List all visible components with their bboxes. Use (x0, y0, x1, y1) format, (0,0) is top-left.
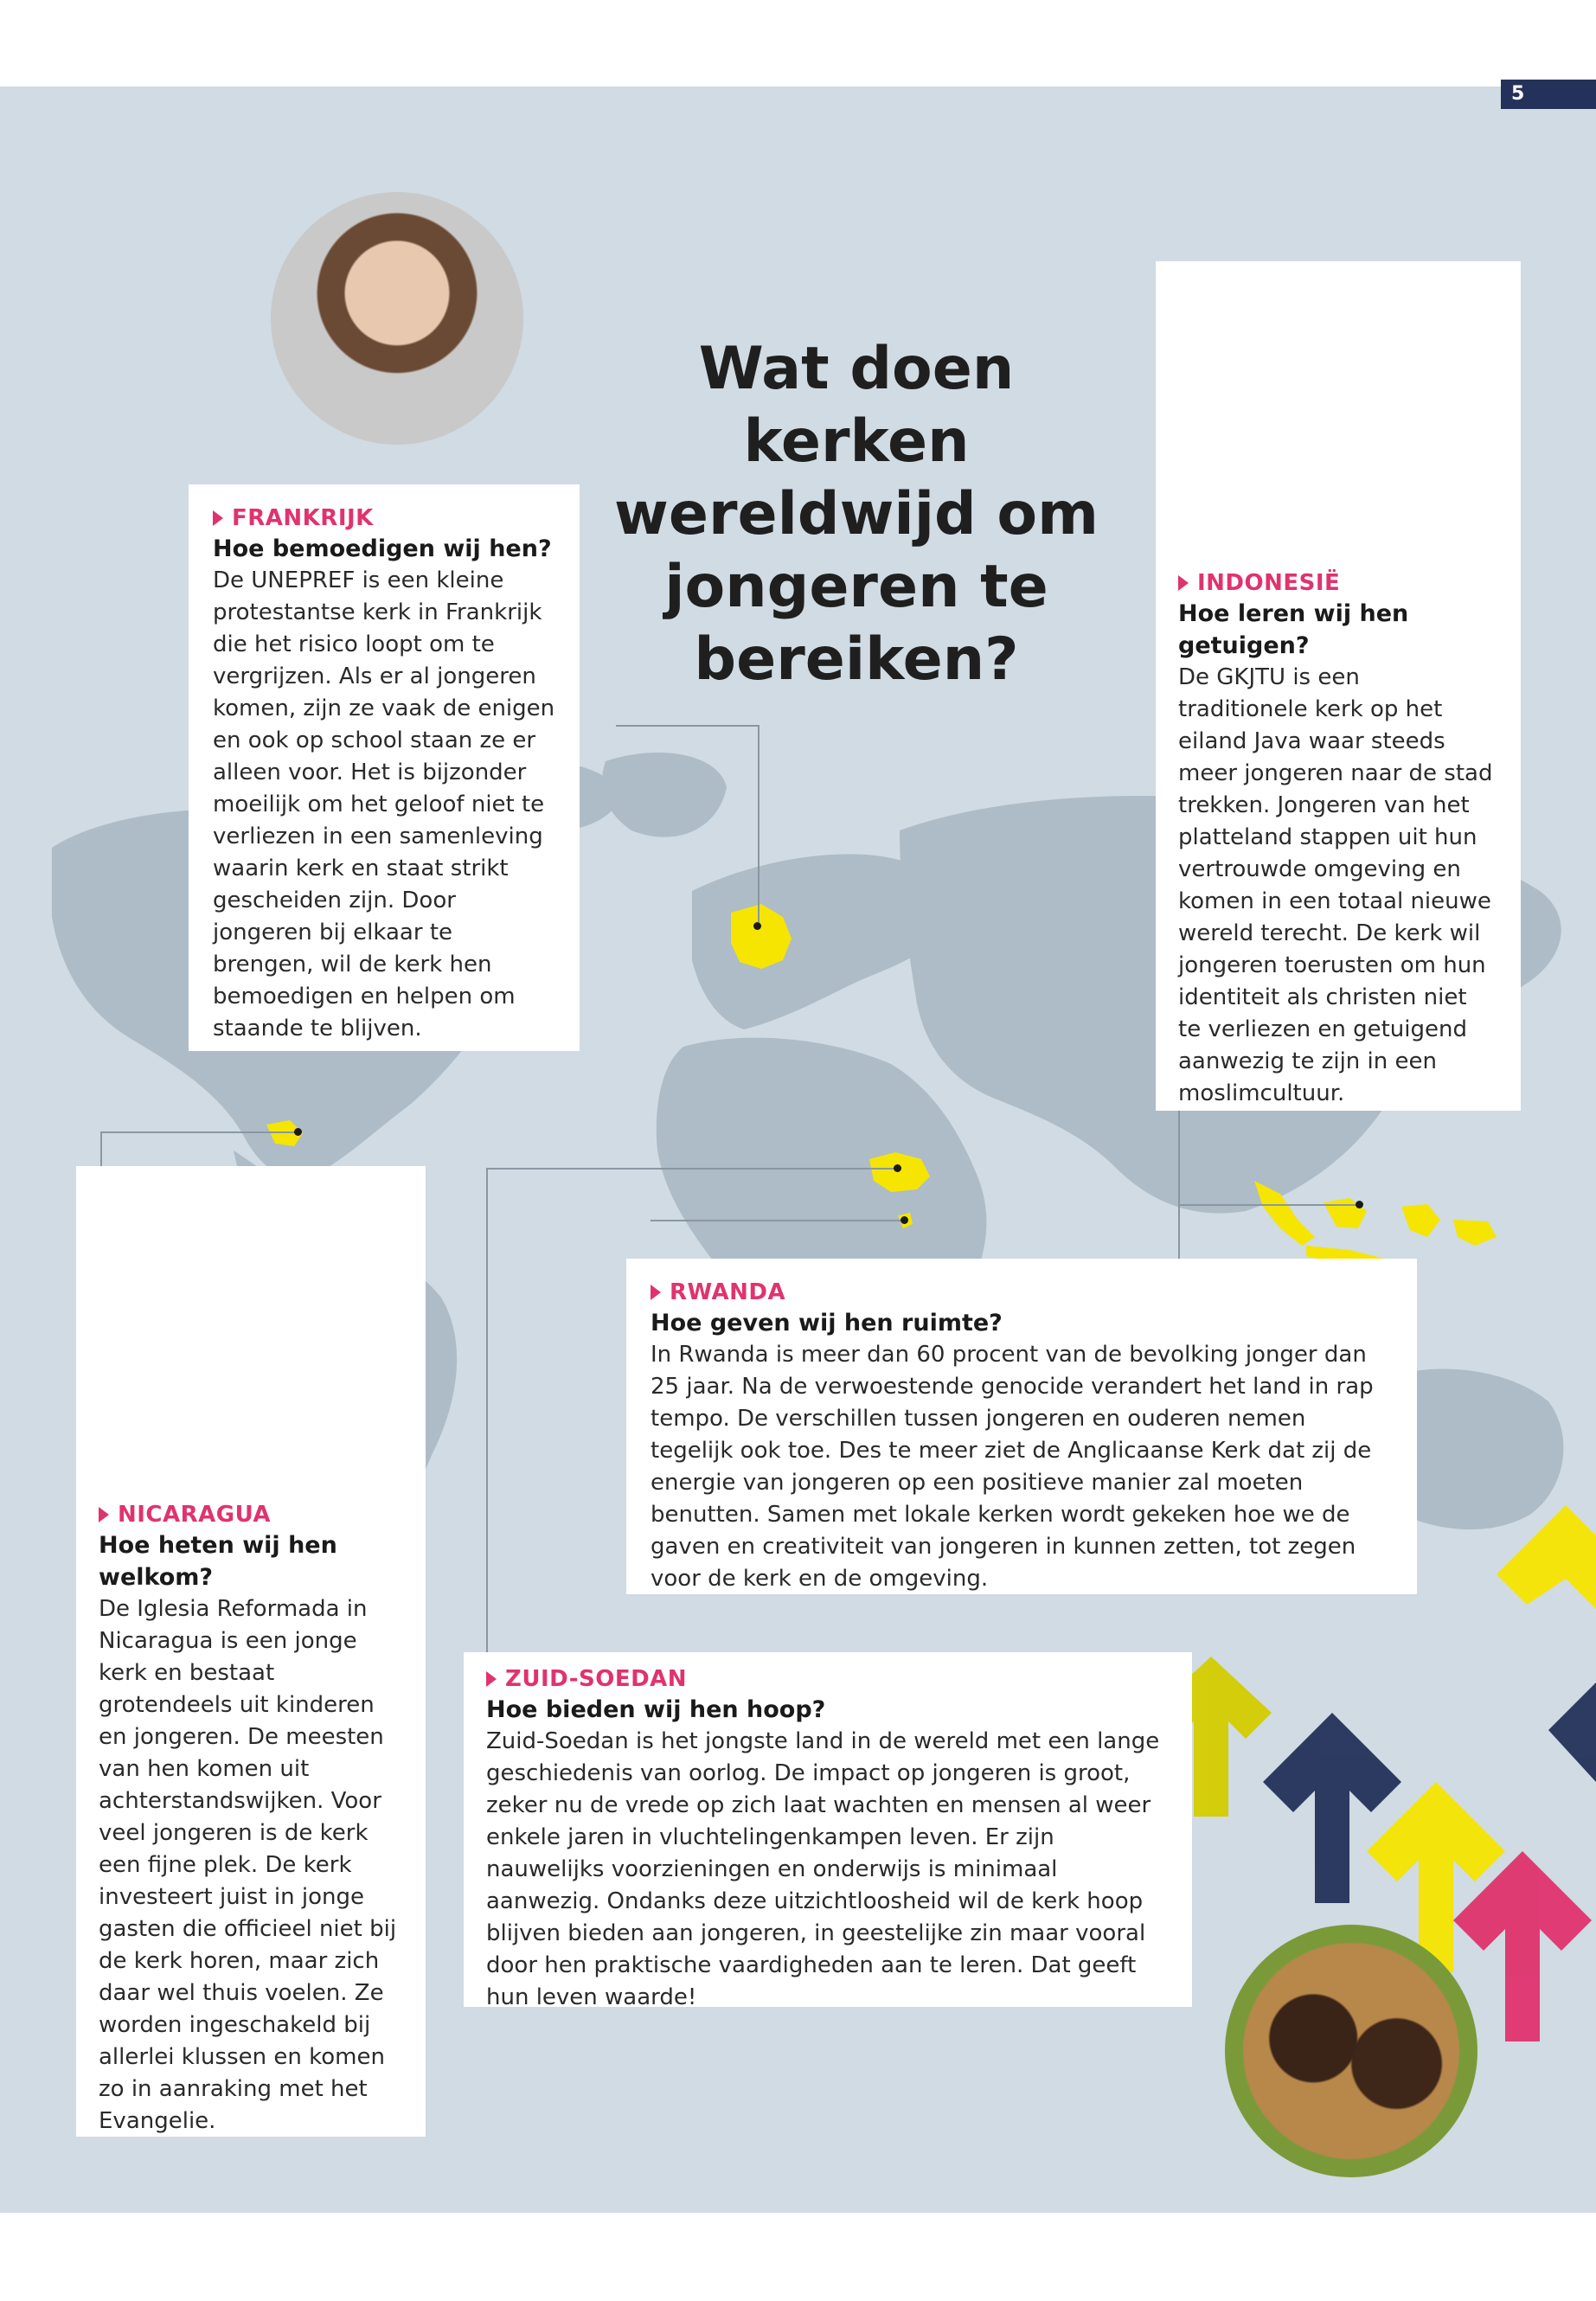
location-dot-rwanda (901, 1216, 908, 1224)
country-name: FRANKRIJK (232, 505, 374, 531)
card-zuidsoedan (464, 1652, 1192, 2010)
country-label-frankrijk (213, 503, 555, 533)
triangle-icon (486, 1671, 497, 1687)
card-frankrijk (189, 484, 580, 1051)
question-nicaragua: Hoe heten wij hen welkom? (99, 1532, 337, 1591)
country-name: INDONESIË (1197, 570, 1341, 596)
location-dot-zuidsoedan (894, 1164, 901, 1172)
country-label-nicaragua (99, 1500, 407, 1529)
country-label-indonesie (1178, 568, 1495, 598)
card-rwanda (626, 1259, 1417, 1594)
page-number: 5 (1501, 80, 1596, 109)
country-name: RWANDA (670, 1279, 786, 1305)
connector-rwanda (651, 1220, 905, 1221)
connector-indonesie-h (1178, 1204, 1360, 1206)
country-label-rwanda (651, 1278, 1391, 1307)
location-dot-indonesie (1356, 1201, 1363, 1208)
triangle-icon (1178, 575, 1189, 591)
question-zuidsoedan: Hoe bieden wij hen hoop? (486, 1696, 826, 1723)
triangle-icon (213, 510, 223, 526)
text-indonesie: De GKJTU is een traditionele kerk op het eiland Java waar steeds meer jongeren naar de stad trekken. Jongeren van het platteland stappen uit hun vertrouwde omgeving en komen in een totaal nieuwe wereld terecht. De kerk wil jongeren toerusten om hun identiteit als christen niet te verliezen en getuigend aanwezig te zijn in een moslimcultuur. (1178, 664, 1493, 1106)
text-nicaragua: De Iglesia Reformada in Nicaragua is een jonge kerk en bestaat grotendeels uit kinderen en jongeren. De meesten van hen komen uit achterstandswijken. Voor veel jongeren is de kerk een fijne plek. De kerk investeert juist in jonge gasten die officieel niet bij de kerk horen, maar zich daar wel thuis voelen. Ze worden ingeschakeld bij allerlei klussen en komen zo in aanraking met het Evangelie. (99, 1596, 397, 2134)
question-rwanda: Hoe geven wij hen ruimte? (651, 1310, 1003, 1336)
text-zuidsoedan: Zuid-Soedan is het jongste land in de wereld met een lange geschiedenis van oorlog. De impact op jongeren is groot, zeker nu de vrede op zich laat wachten en mensen al weer enkele jaren in vluchtelingenkampen leven. Er zijn nauwelijks voorzieningen en onderwijs is minimaal aanwezig. Ondanks deze uitzichtloosheid wil de kerk hoop blijven bieden aan jongeren, in geestelijke zin maar vooral door hen praktische vaardigheden aan te leren. Dat geeft hun leven waarde! (486, 1728, 1160, 2010)
card-indonesie (1156, 261, 1521, 1111)
question-frankrijk: Hoe bemoedigen wij hen? (213, 535, 552, 562)
card-nicaragua (76, 1166, 426, 2137)
photo-frankrijk (271, 192, 523, 445)
connector-frankrijk (616, 725, 759, 727)
connector-nicaragua (100, 1131, 298, 1133)
photo-zuidsoedan (1225, 1925, 1477, 2177)
location-dot-nicaragua (294, 1128, 302, 1136)
question-indonesie: Hoe leren wij hen getuigen? (1178, 600, 1409, 659)
text-rwanda: In Rwanda is meer dan 60 procent van de bevolking jonger dan 25 jaar. Na de verwoestende genocide verandert het land in rap tempo. De verschillen tussen jongeren en ouderen nemen tegelijk ook toe. Des te meer ziet de Anglicaanse Kerk dat zij de energie van jongeren op een positieve manier zal moeten benutten. Samen met lokale kerken wordt gekeken hoe we de gaven en creativiteit van jongeren in kunnen zetten, tot zegen voor de kerk en de omgeving. (651, 1342, 1374, 1592)
country-name: NICARAGUA (118, 1502, 272, 1528)
page-title: Wat doen kerken wereldwijd om jongeren te bereiken? (614, 335, 1099, 694)
text-frankrijk: De UNEPREF is een kleine protestantse kerk in Frankrijk die het risico loopt om te vergrijzen. Als er al jongeren komen, zijn ze vaak de enigen en ook op school staan ze er alleen voor. Het is bijzonder moeilijk om het geloof niet te verliezen in een samenleving waarin kerk en staat strikt gescheiden zijn. Door jongeren bij elkaar te brengen, wil de kerk hen bemoedigen en helpen om staande te blijven. (213, 567, 555, 1042)
connector-zuidsoedan (486, 1168, 897, 1170)
triangle-icon (99, 1507, 109, 1522)
country-name: ZUID-SOEDAN (505, 1666, 688, 1692)
connector-frankrijk-v (758, 725, 760, 922)
connector-zuidsoedan-v (486, 1168, 488, 1652)
triangle-icon (651, 1285, 661, 1300)
location-dot-frankrijk (753, 922, 761, 930)
country-label-zuidsoedan (486, 1664, 1170, 1694)
